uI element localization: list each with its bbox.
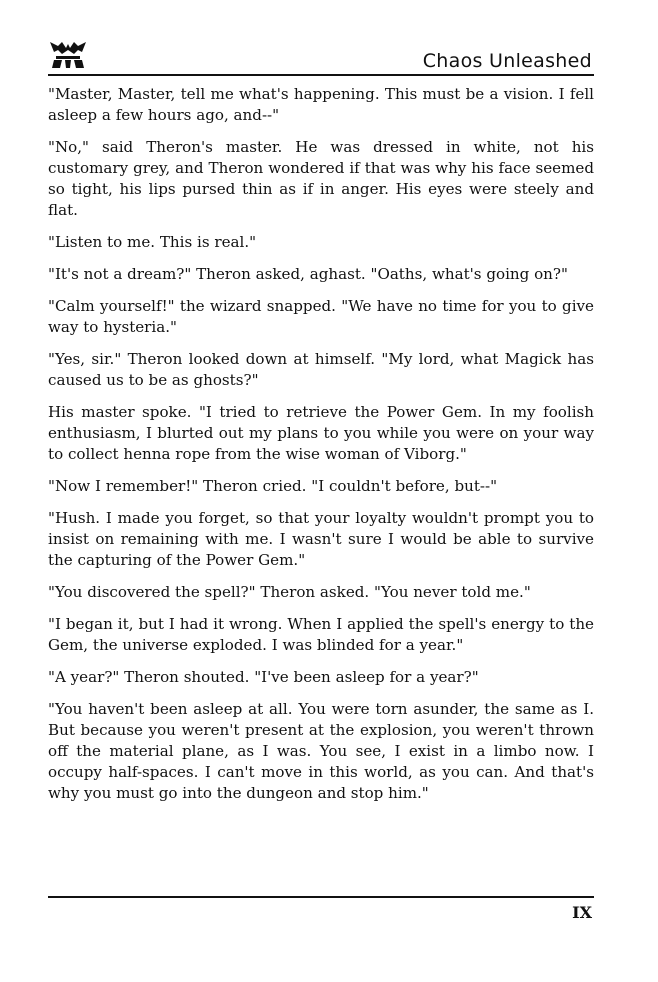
header-rule [48,74,594,76]
running-title: Chaos Unleashed [422,50,592,72]
paragraph: "Calm yourself!" the wizard snapped. "We have no time for you to give way to hysteria." [48,297,594,336]
paragraph: "No," said Theron's master. He was dressed in white, not his customary grey, and Theron wondered if that was why his face seemed so tight, his lips pursed thin as if in anger. His eyes were steely and flat. [48,138,594,219]
winged-emblem-icon [48,40,88,70]
paragraph: "Now I remember!" Theron cried. "I couldn't before, but--" [48,477,498,495]
paragraph: "It's not a dream?" Theron asked, aghast. "Oaths, what's going on?" [48,265,568,283]
paragraph: "I began it, but I had it wrong. When I applied the spell's energy to the Gem, the universe exploded. I was blinded for a year." [48,615,594,654]
paragraph: "You discovered the spell?" Theron asked. "You never told me." [48,583,531,601]
logo [48,40,88,70]
paragraph: "Yes, sir." Theron looked down at himself. "My lord, what Magick has caused us to be as ghosts?" [48,350,594,389]
footer-rule [48,896,594,898]
page-number: IX [572,903,592,922]
paragraph: "Master, Master, tell me what's happening. This must be a vision. I fell asleep a few hours ago, and--" [48,85,594,124]
paragraph: "Listen to me. This is real." [48,233,257,251]
paragraph: "You haven't been asleep at all. You were torn asunder, the same as I. But because you weren't present at the explosion, you weren't thrown off the material plane, as I was. You see, I exist in a limbo now. I occupy half-spaces. I can't move in this world, as you can. And that's why you must go into the dungeon and stop him." [48,700,594,802]
paragraph: His master spoke. "I tried to retrieve the Power Gem. In my foolish enthusiasm, I blurted out my plans to you while you were on your way to collect henna rope from the wise woman of Viborg." [48,403,594,463]
paragraph: "Hush. I made you forget, so that your loyalty wouldn't prompt you to insist on remaining with me. I wasn't sure I would be able to survive the capturing of the Power Gem." [48,509,594,569]
paragraph: "A year?" Theron shouted. "I've been asleep for a year?" [48,668,479,686]
body-text [48,84,594,815]
